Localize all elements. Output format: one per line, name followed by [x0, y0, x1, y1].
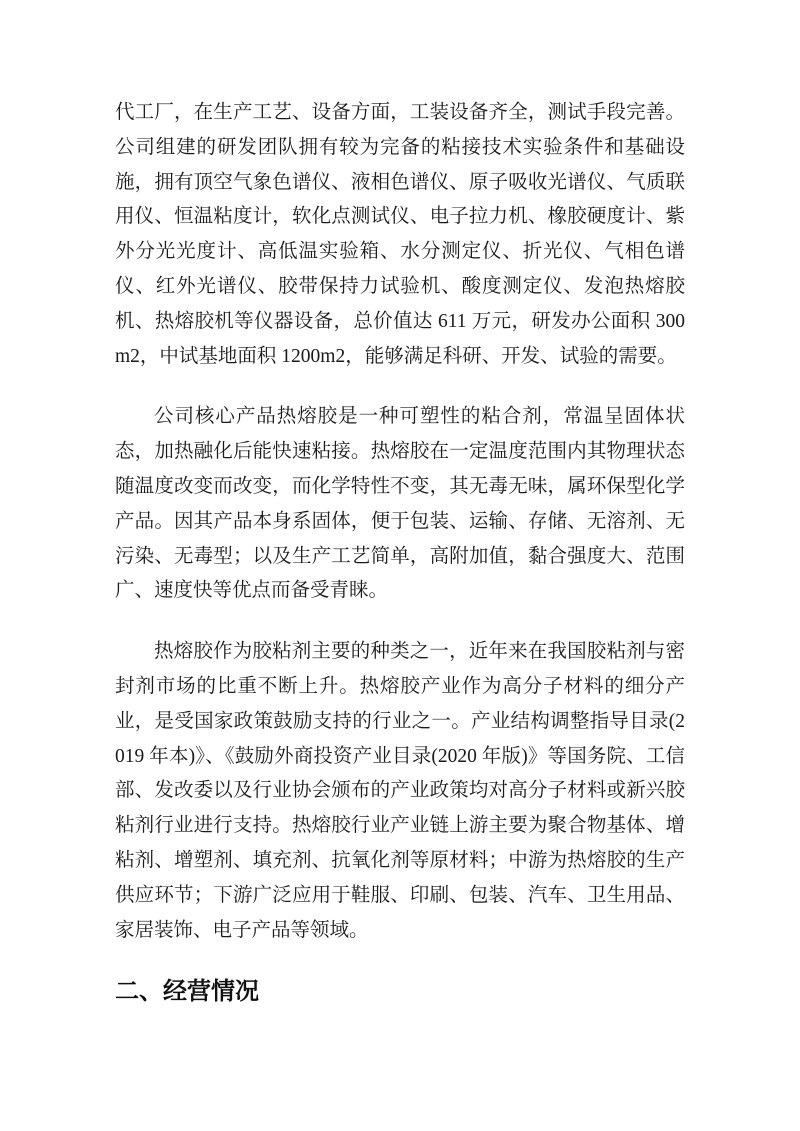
document-content [115, 96, 685, 1010]
paragraph-industry-policy: 热熔胶作为胶粘剂主要的种类之一，近年来在我国胶粘剂与密封剂市场的比重不断上升。热熔胶产业作为高分子材料的细分产业，是受国家政策鼓励支持的行业之一。产业结构调整指导目录(2019 年本)》、《鼓励外商投资产业目录(2020 年版)》等国务院、工信部、发改委以及行业协会颁布的产业政策均对高分子材料或新兴胶粘剂行业进行支持。热熔胶行业产业链上游主要为聚合物基体、增粘剂、增塑剂、填充剂、抗氧化剂等原材料；中游为热熔胶的生产供应环节；下游广泛应用于鞋服、印刷、包装、汽车、卫生用品、家居装饰、电子产品等领域。 [115, 641, 685, 941]
section-heading-operations: 二、经营情况 [115, 979, 259, 1006]
paragraph-product-description: 公司核心产品热熔胶是一种可塑性的粘合剂，常温呈固体状态，加热融化后能快速粘接。热熔胶在一定温度范围内其物理状态随温度改变而改变，而化学特性不变，其无毒无味，属环保型化学产品。因其产品本身系固体，便于包装、运输、存储、无溶剂、无污染、无毒型；以及生产工艺简单，高附加值，黏合强度大、范围广、速度快等优点而备受青睐。 [115, 406, 685, 602]
paragraph-rd-equipment: 代工厂，在生产工艺、设备方面，工装设备齐全，测试手段完善。公司组建的研发团队拥有较为完备的粘接技术实验条件和基础设施，拥有顶空气象色谱仪、液相色谱仪、原子吸收光谱仪、气质联用仪、恒温粘度计，软化点测试仪、电子拉力机、橡胶硬度计、紫外分光光度计、高低温实验箱、水分测定仪、折光仪、气相色谱仪、红外光谱仪、胶带保持力试验机、酸度测定仪、发泡热熔胶机、热熔胶机等仪器设备，总价值达 611 万元，研发办公面积 300m2，中试基地面积 1200m2，能够满足科研、开发、试验的需要。 [115, 102, 685, 367]
